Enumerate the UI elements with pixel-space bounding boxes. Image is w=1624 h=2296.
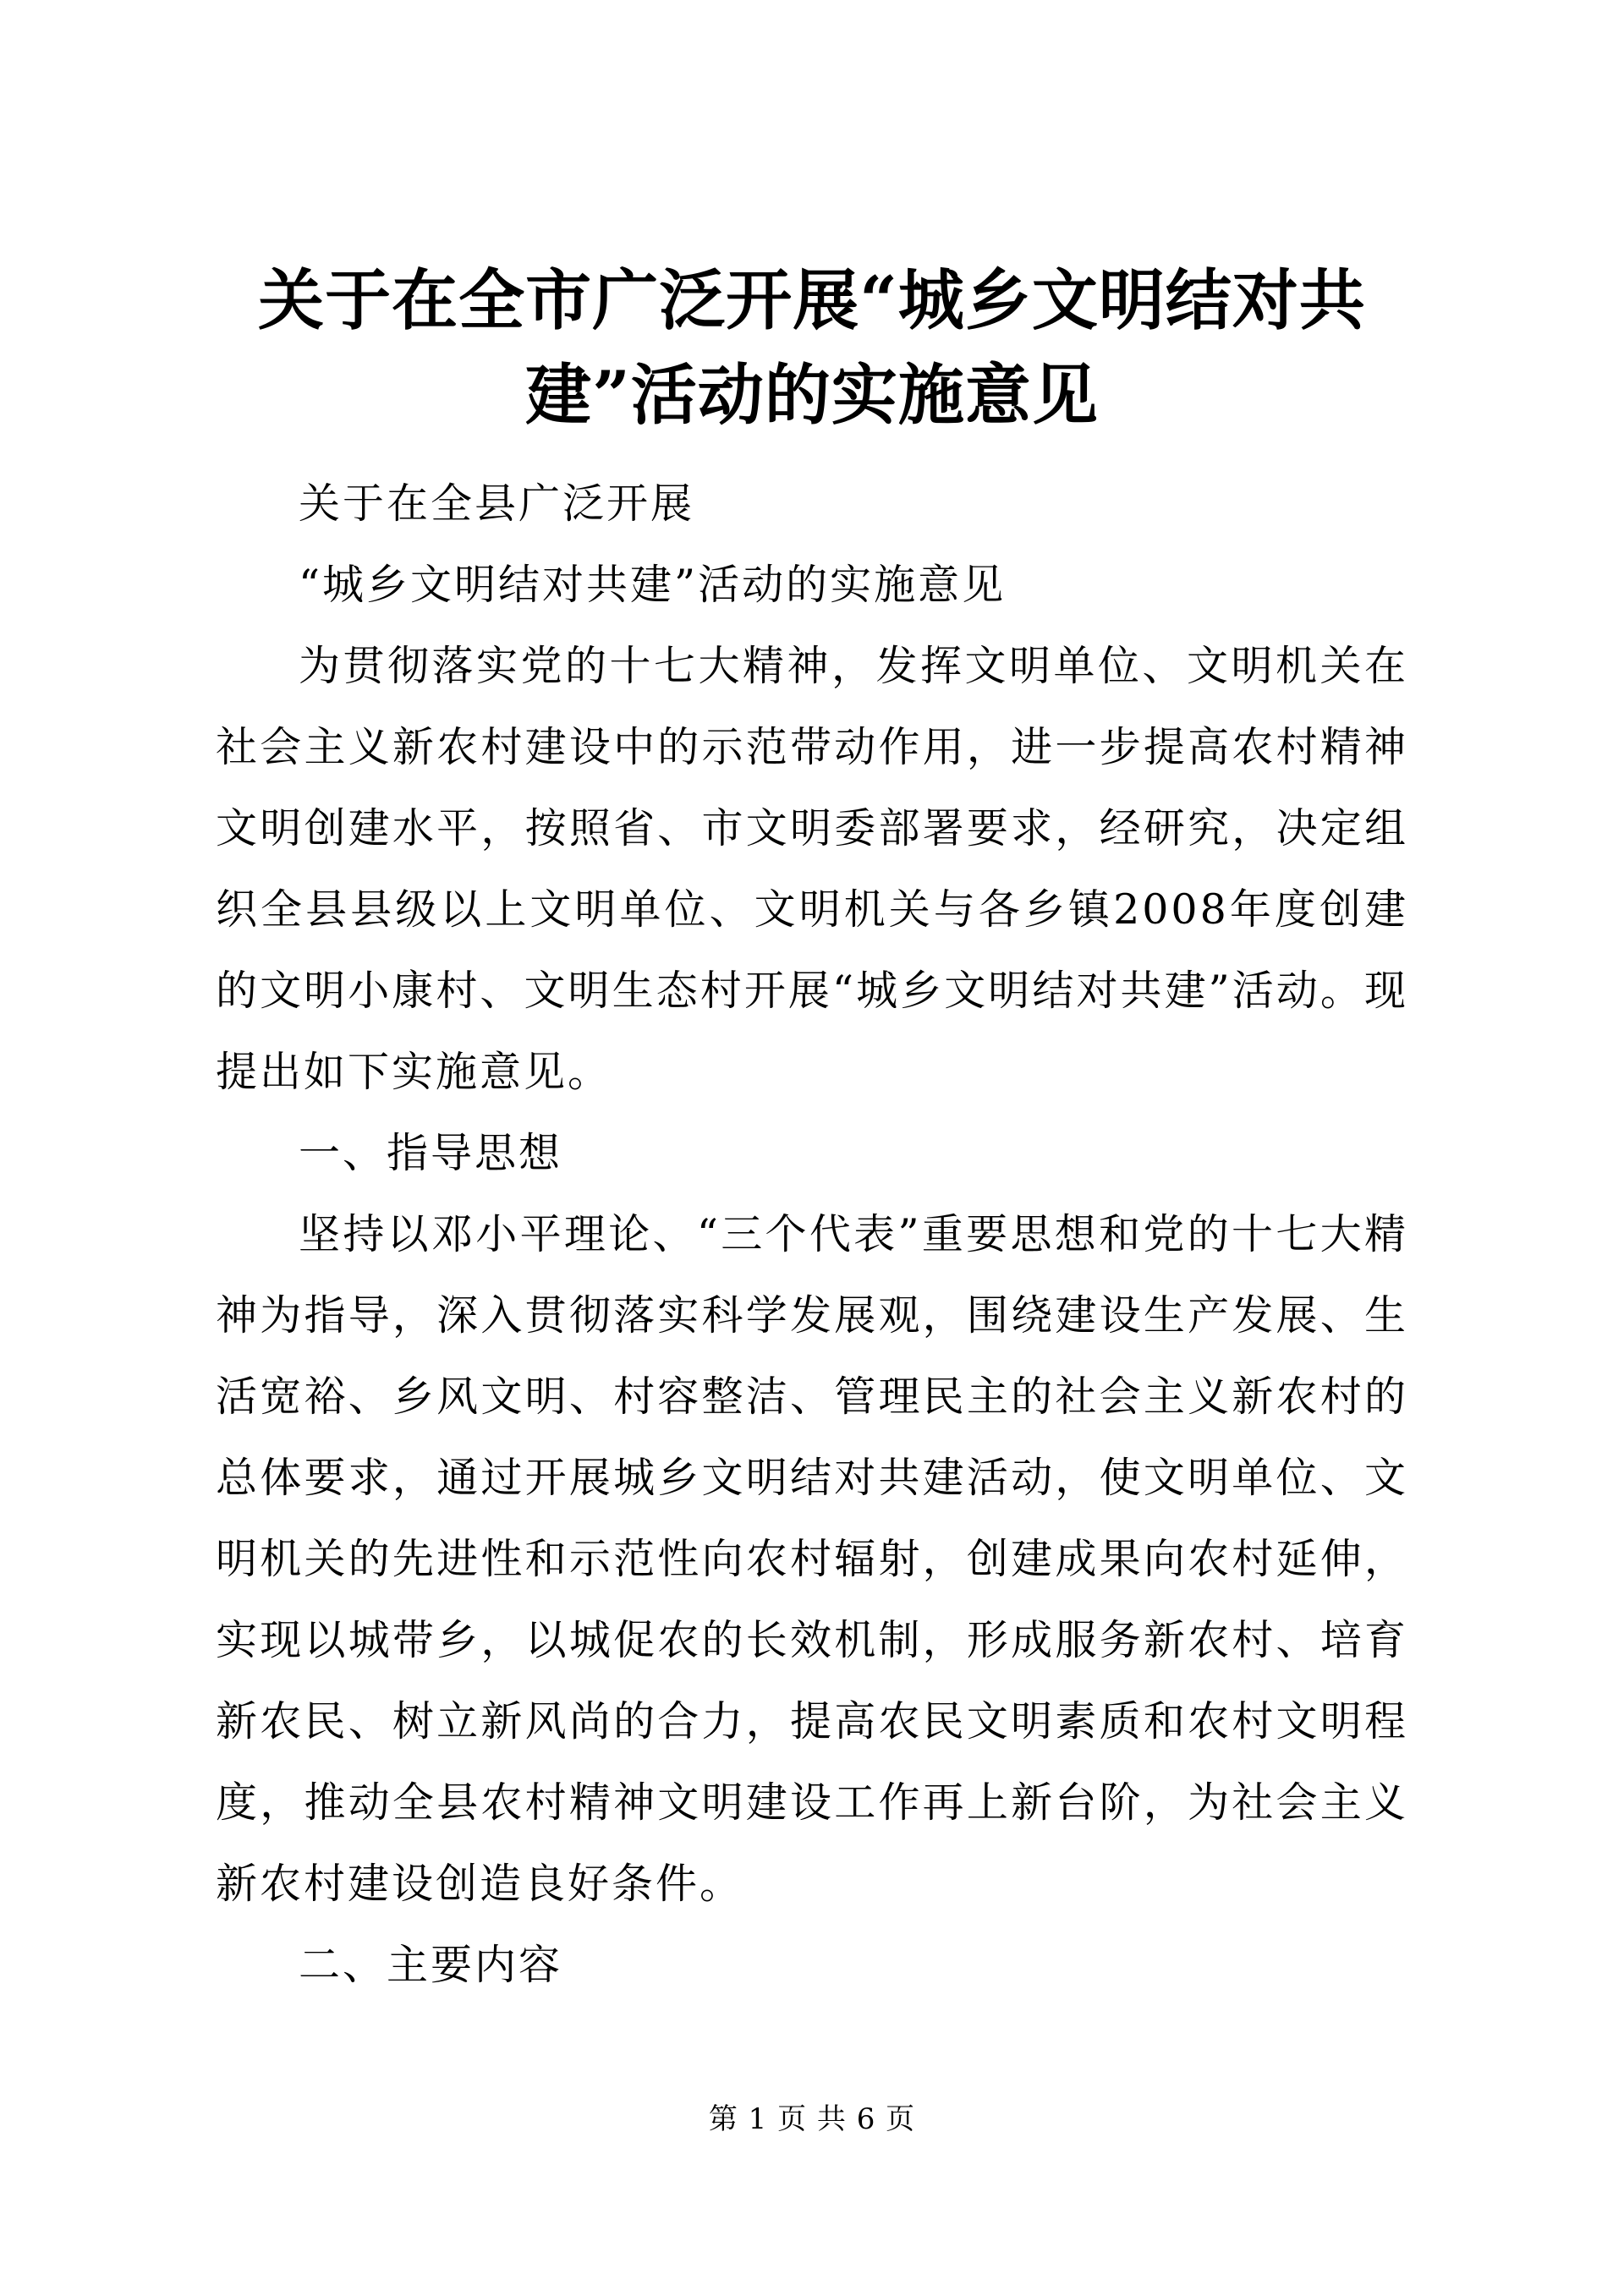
- document-title: 关于在全市广泛开展“城乡文明结对共建”活动的实施意见: [258, 262, 1366, 434]
- subtitle-line-2: “城乡文明结对共建”活动的实施意见: [299, 561, 1007, 609]
- guiding-ideology-paragraph: 坚持以邓小平理论、“三个代表”重要思想和党的十七大精神为指导，深入贯彻落实科学发展观，围绕建设生产发展、生活宽裕、乡风文明、村容整洁、管理民主的社会主义新农村的总体要求，通过开展城乡文明结对共建活动，使文明单位、文明机关的先进性和示范性向农村辐射，创建成果向农村延伸，实现以城带乡，以城促农的长效机制，形成服务新农村、培育新农民、树立新风尚的合力，提高农民文明素质和农村文明程度，推动全县农村精神文明建设工作再上新台阶，为社会主义新农村建设创造良好条件。: [216, 1210, 1408, 1908]
- intro-paragraph: 为贯彻落实党的十七大精神，发挥文明单位、文明机关在社会主义新农村建设中的示范带动作用，进一步提高农村精神文明创建水平，按照省、市文明委部署要求，经研究，决定组织全县县级以上文明单位、文明机关与各乡镇2008年度创建的文明小康村、文明生态村开展“城乡文明结对共建”活动。现提出如下实施意见。: [216, 642, 1408, 1096]
- page-number-footer: 第 1 页 共 6 页: [708, 2102, 916, 2136]
- section-heading-main-content: 二、主要内容: [299, 1941, 563, 1989]
- document-body: [216, 463, 1408, 2006]
- section-heading-guiding-ideology: 一、指导思想: [299, 1129, 563, 1177]
- subtitle-line-1: 关于在全县广泛开展: [299, 479, 695, 528]
